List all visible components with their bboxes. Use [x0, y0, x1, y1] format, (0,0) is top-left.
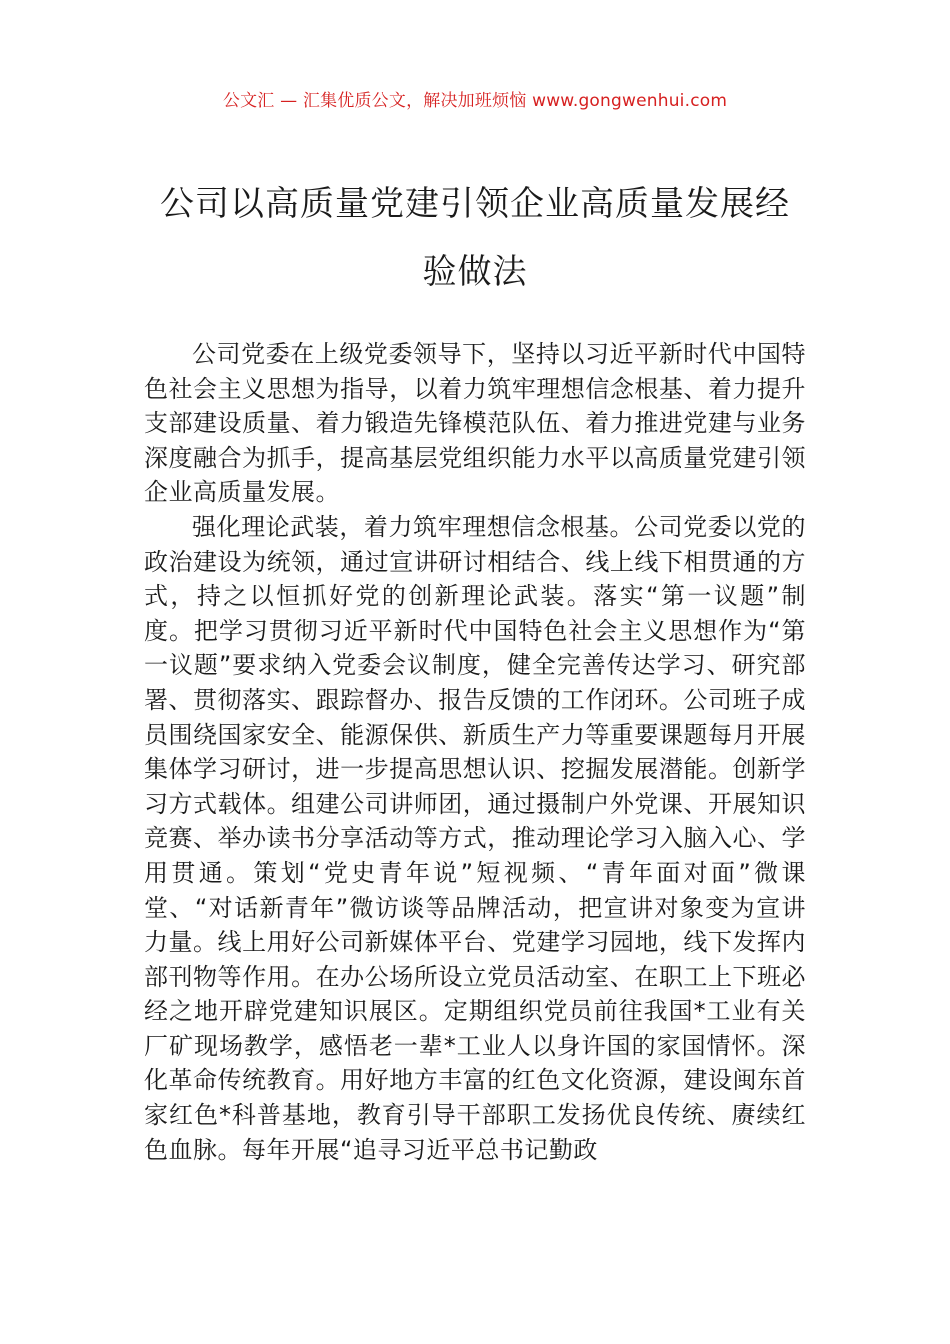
- paragraph-theory-study: 强化理论武装，着力筑牢理想信念根基。公司党委以党的政治建设为统领，通过宣讲研讨相结合、线上线下相贯通的方式，持之以恒抓好党的创新理论武装。落实“第一议题”制度。把学习贯彻习近平新时代中国特色社会主义思想作为“第一议题”要求纳入党委会议制度，健全完善传达学习、研究部署、贯彻落实、跟踪督办、报告反馈的工作闭环。公司班子成员围绕国家安全、能源保供、新质生产力等重要课题每月开展集体学习研讨，进一步提高思想认识、挖掘发展潜能。创新学习方式载体。组建公司讲师团，通过摄制户外党课、开展知识竞赛、举办读书分享活动等方式，推动理论学习入脑入心、学用贯通。策划“党史青年说”短视频、“青年面对面”微课堂、“对话新青年”微访谈等品牌活动，把宣讲对象变为宣讲力量。线上用好公司新媒体平台、党建学习园地，线下发挥内部刊物等作用。在办公场所设立党员活动室、在职工上下班必经之地开辟党建知识展区。定期组织党员前往我国*工业有关厂矿现场教学，感悟老一辈*工业人以身许国的家国情怀。深化革命传统教育。用好地方丰富的红色文化资源，建设闽东首家红色*科普基地，教育引导干部职工发扬优良传统、赓续红色血脉。每年开展“追寻习近平总书记勤政: [144, 512, 806, 1164]
- header-banner: 公文汇 — 汇集优质公文，解决加班烦恼 www.gongwenhui.com: [222, 91, 728, 111]
- document-title: 公司以高质量党建引领企业高质量发展经验做法: [160, 184, 790, 292]
- document-body: [144, 337, 806, 1167]
- paragraph-intro: 公司党委在上级党委领导下，坚持以习近平新时代中国特色社会主义思想为指导，以着力筑牢理想信念根基、着力提升支部建设质量、着力锻造先锋模范队伍、着力推进党建与业务深度融合为抓手，提高基层党组织能力水平以高质量党建引领企业高质量发展。: [144, 340, 806, 507]
